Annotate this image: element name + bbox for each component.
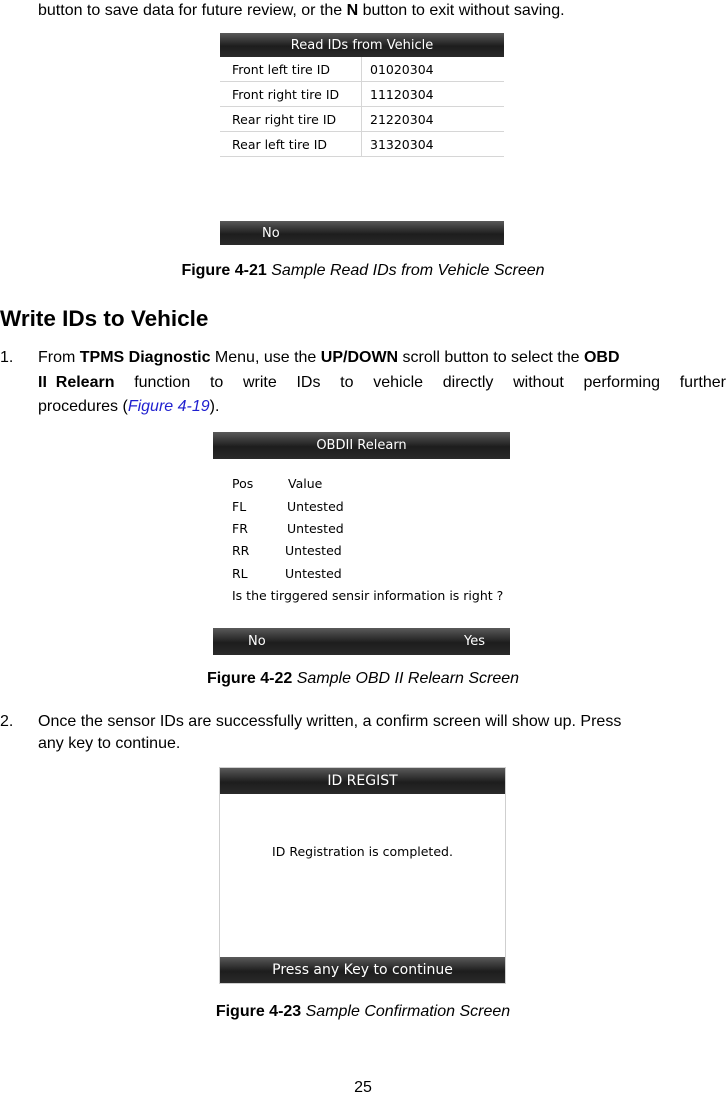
- status-value: Untested: [285, 543, 342, 558]
- pos-label: FL: [232, 499, 247, 514]
- column-divider: [361, 132, 362, 156]
- caption-number: Figure 4-22: [206, 670, 293, 687]
- function-name-end: II Relearn: [38, 374, 115, 391]
- figure-4-22-caption: [0, 670, 726, 688]
- step-1-line-3: [38, 396, 219, 418]
- row-label: Front left tire ID: [232, 62, 331, 77]
- figure-4-21-caption: [0, 262, 726, 280]
- text: scroll button to select the: [398, 349, 584, 366]
- caption-text: Sample OBD II Relearn Screen: [292, 670, 520, 687]
- yes-button[interactable]: Yes: [464, 634, 485, 649]
- status-value: Untested: [287, 499, 344, 514]
- text: ).: [209, 398, 220, 415]
- value-column-header: Value: [288, 476, 323, 491]
- obd-relearn-header: OBDII Relearn: [213, 432, 510, 459]
- step-1-line-2: [38, 372, 726, 394]
- table-row: [220, 107, 504, 132]
- table-row: [220, 57, 504, 82]
- confirmation-screen: [220, 768, 505, 983]
- read-ids-screen: [220, 33, 504, 245]
- text: to: [209, 374, 224, 391]
- confirmation-header: ID REGIST: [220, 768, 505, 794]
- text: performing: [583, 374, 661, 391]
- step-2-number: 2.: [0, 713, 14, 730]
- step-2-line-2: any key to continue.: [38, 735, 181, 752]
- page-number: 25: [354, 1079, 372, 1096]
- down-key-label: DOWN: [347, 349, 399, 366]
- row-value: 11120304: [370, 87, 434, 102]
- intro-text-start: button to save data for future review, or the: [38, 2, 347, 19]
- read-ids-footer: [220, 221, 504, 245]
- row-label: Front right tire ID: [232, 87, 340, 102]
- caption-text: Sample Read IDs from Vehicle Screen: [266, 262, 545, 279]
- function-name-start: OBD: [583, 349, 620, 366]
- text: without: [513, 374, 564, 391]
- no-button[interactable]: No: [262, 225, 280, 241]
- table-row: [220, 82, 504, 107]
- slash: /: [343, 349, 348, 366]
- text: procedures (: [38, 398, 128, 415]
- caption-number: Figure 4-21: [181, 262, 267, 279]
- caption-number: Figure 4-23: [215, 1003, 302, 1020]
- pos-label: RL: [232, 566, 248, 581]
- row-value: 01020304: [370, 62, 434, 77]
- column-divider: [361, 82, 362, 106]
- text: IDs: [296, 374, 321, 391]
- pos-label: FR: [232, 521, 248, 536]
- obd-relearn-footer: [213, 628, 510, 655]
- intro-line: [38, 0, 565, 22]
- obd-relearn-screen: [213, 432, 510, 655]
- section-title: Write IDs to Vehicle: [0, 306, 209, 331]
- caption-text: Sample Confirmation Screen: [301, 1003, 511, 1020]
- row-label: Rear right tire ID: [232, 112, 337, 127]
- no-button[interactable]: No: [248, 634, 266, 649]
- row-label: Rear left tire ID: [232, 137, 328, 152]
- confirmation-message: ID Registration is completed.: [272, 844, 453, 859]
- row-value: 31320304: [370, 137, 434, 152]
- text: vehicle: [373, 374, 424, 391]
- status-value: Untested: [287, 521, 344, 536]
- step-1-number: 1.: [0, 349, 14, 366]
- text: further: [679, 374, 726, 391]
- step-1-line-1: [38, 347, 726, 369]
- text: Menu, use the: [210, 349, 321, 366]
- table-row: [220, 132, 504, 157]
- pos-label: RR: [232, 543, 250, 558]
- n-key-label: N: [346, 2, 359, 19]
- read-ids-header: Read IDs from Vehicle: [220, 33, 504, 57]
- up-key-label: UP: [320, 349, 343, 366]
- column-divider: [361, 107, 362, 131]
- text: directly: [442, 374, 494, 391]
- intro-text-end: button to exit without saving.: [358, 2, 565, 19]
- column-divider: [361, 57, 362, 81]
- text: From: [38, 349, 80, 366]
- text: function: [134, 374, 191, 391]
- confirm-question: Is the tirggered sensir information is right ?: [232, 588, 504, 603]
- step-2-line-1: Once the sensor IDs are successfully written, a confirm screen will show up. Press: [38, 713, 622, 730]
- figure-4-23-caption: [0, 1003, 726, 1021]
- press-any-key-footer[interactable]: Press any Key to continue: [220, 957, 505, 983]
- status-value: Untested: [285, 566, 342, 581]
- text: write: [242, 374, 277, 391]
- text: to: [340, 374, 354, 391]
- pos-column-header: Pos: [232, 476, 254, 491]
- row-value: 21220304: [370, 112, 434, 127]
- menu-name: TPMS Diagnostic: [79, 349, 211, 366]
- figure-4-19-link[interactable]: Figure 4-19: [127, 398, 210, 415]
